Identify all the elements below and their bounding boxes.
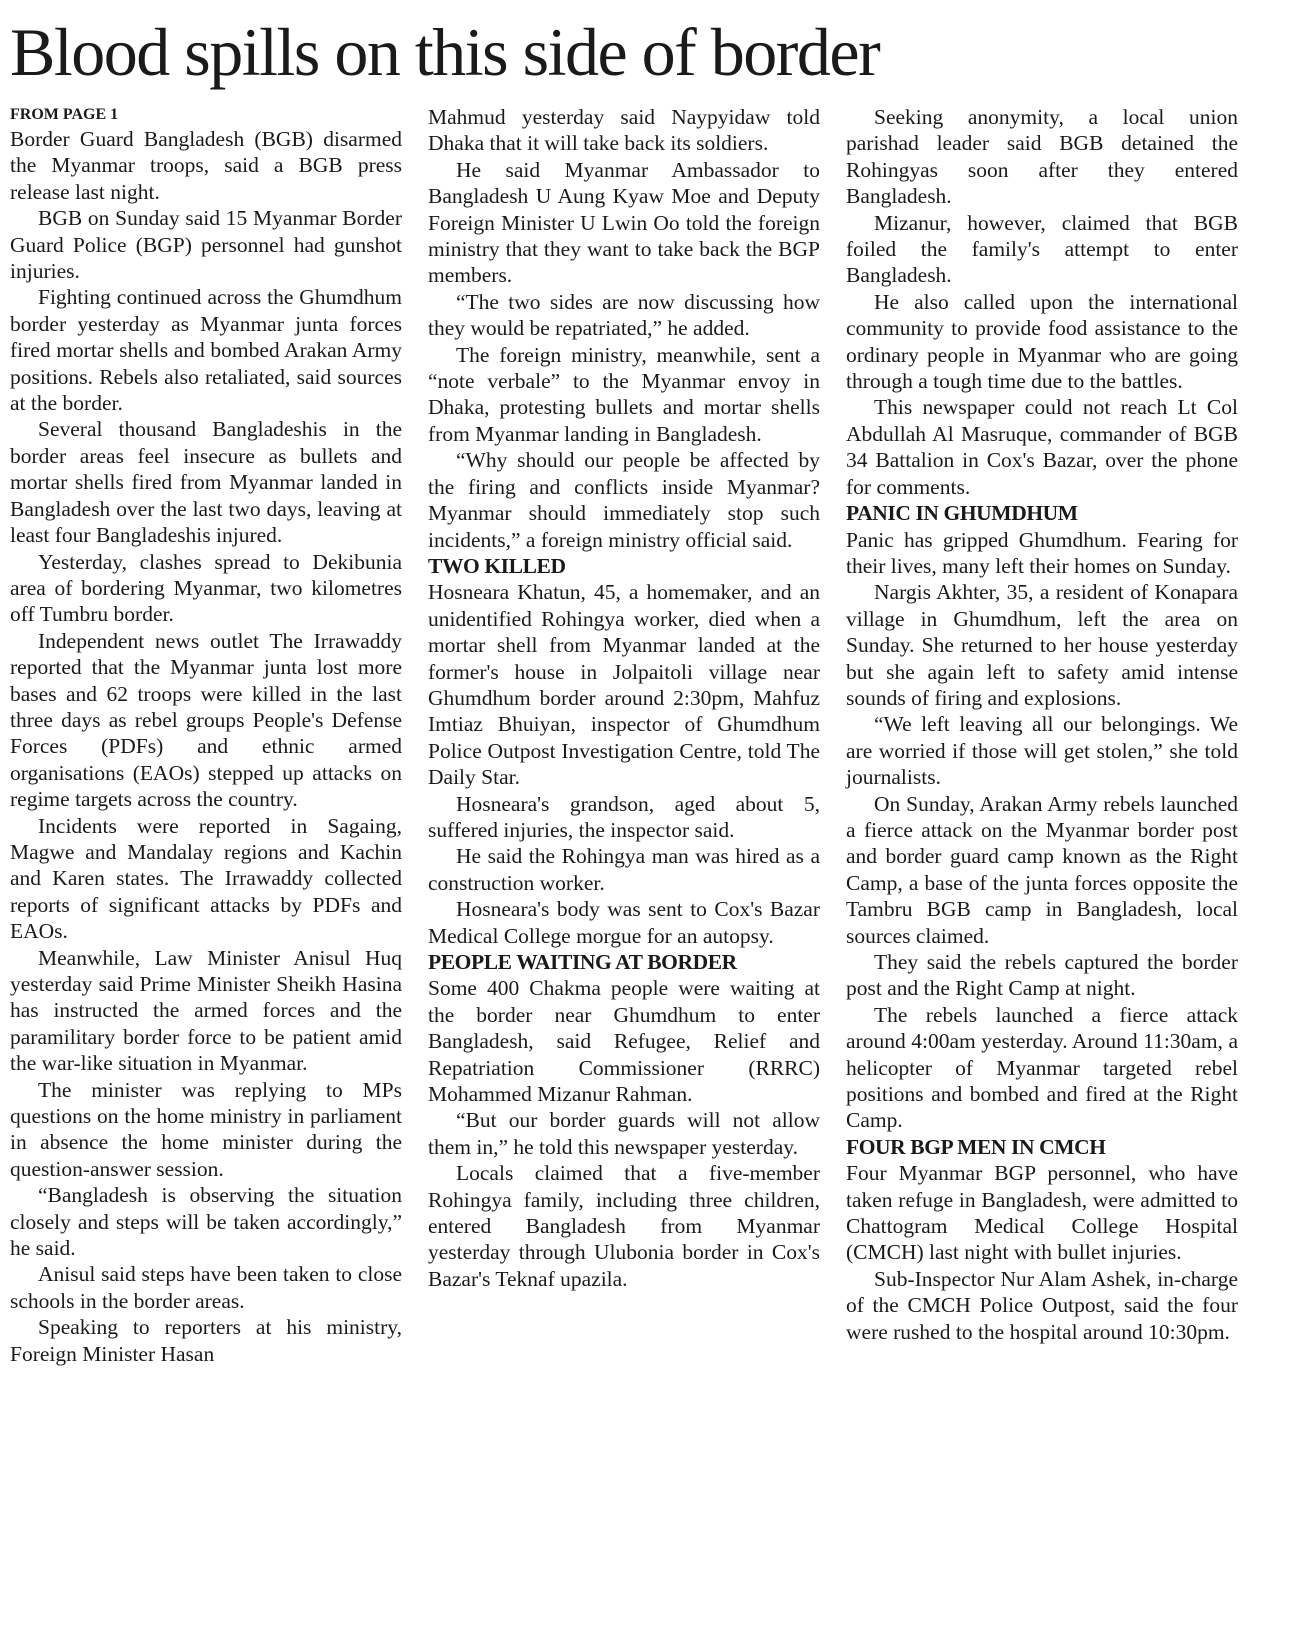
body-paragraph: Four Myanmar BGP personnel, who have taken refuge in Bangladesh, were admitted to Chattogram Medical College Hospital (CMCH) last night with bullet injuries.: [846, 1161, 1238, 1265]
body-paragraph: Independent news outlet The Irrawaddy reported that the Myanmar junta lost more bases and 62 troops were killed in the last three days as rebel groups People's Defense Forces (PDFs) and ethnic armed organisations (EAOs) stepped up attacks on regime targets across the country.: [10, 628, 402, 812]
section-subhead: TWO KILLED: [428, 553, 566, 578]
body-paragraph: Hosneara Khatun, 45, a homemaker, and an unidentified Rohingya worker, died when a mortar shell from Myanmar landed at the former's house in Jolpaitoli village near Ghumdhum border around 2:30pm, Mahfuz Imtiaz Bhuiyan, inspector of Ghumdhum Police Outpost Investigation Centre, told The Daily Star.: [428, 580, 820, 790]
body-paragraph: The foreign ministry, meanwhile, sent a “note verbale” to the Myanmar envoy in Dhaka, protesting bullets and mortar shells from Myanmar landing in Bangladesh.: [428, 342, 820, 446]
column-body: [10, 126, 402, 1367]
body-paragraph: Hosneara's body was sent to Cox's Bazar Medical College morgue for an autopsy.: [428, 897, 820, 948]
body-paragraph: “We left leaving all our belongings. We are worried if those will get stolen,” she told journalists.: [846, 712, 1238, 790]
column-body: [846, 104, 1238, 1345]
body-paragraph: Yesterday, clashes spread to Dekibunia area of bordering Myanmar, two kilometres off Tumbru border.: [10, 549, 402, 627]
body-paragraph: “The two sides are now discussing how they would be repatriated,” he added.: [428, 289, 820, 341]
body-paragraph: Seeking anonymity, a local union parishad leader said BGB detained the Rohingyas soon after they entered Bangladesh.: [846, 105, 1238, 209]
headline: Blood spills on this side of border: [10, 14, 880, 90]
body-paragraph: Mizanur, however, claimed that BGB foiled the family's attempt to enter Bangladesh.: [846, 210, 1238, 288]
body-paragraph: “But our border guards will not allow them in,” he told this newspaper yesterday.: [428, 1108, 820, 1159]
article-column-1: [10, 104, 402, 1367]
kicker-from-page: FROM PAGE 1: [10, 106, 119, 123]
column-body: [428, 104, 820, 1292]
body-paragraph: He said the Rohingya man was hired as a construction worker.: [428, 844, 820, 895]
body-paragraph: Border Guard Bangladesh (BGB) disarmed the Myanmar troops, said a BGB press release last night.: [10, 127, 402, 204]
body-paragraph: On Sunday, Arakan Army rebels launched a fierce attack on the Myanmar border post and border guard camp known as the Right Camp, a base of the junta forces opposite the Tambru BGB camp in Bangladesh, local sources claimed.: [846, 791, 1238, 948]
body-paragraph: “Bangladesh is observing the situation closely and steps will be taken accordingly,” he said.: [10, 1183, 402, 1261]
body-paragraph: Some 400 Chakma people were waiting at the border near Ghumdhum to enter Bangladesh, said Refugee, Relief and Repatriation Commissioner (RRRC) Mohammed Mizanur Rahman.: [428, 976, 820, 1107]
article-column-2: [428, 104, 820, 1292]
body-paragraph: The rebels launched a fierce attack around 4:00am yesterday. Around 11:30am, a helicopter of Myanmar targeted rebel positions and bombed and fired at the Right Camp.: [846, 1002, 1238, 1133]
body-paragraph: They said the rebels captured the border post and the Right Camp at night.: [846, 950, 1238, 1001]
article-column-3: [846, 104, 1238, 1345]
section-subhead: FOUR BGP MEN IN CMCH: [846, 1134, 1106, 1159]
body-paragraph: He said Myanmar Ambassador to Bangladesh U Aung Kyaw Moe and Deputy Foreign Minister U Lwin Oo told the foreign ministry that they want to take back the BGP members.: [428, 157, 820, 288]
body-paragraph: Mahmud yesterday said Naypyidaw told Dhaka that it will take back its soldiers.: [428, 105, 820, 156]
body-paragraph: Nargis Akhter, 35, a resident of Konapara village in Ghumdhum, left the area on Sunday. She returned to her house yesterday but she again left to safety amid intense sounds of firing and explosions.: [846, 580, 1238, 710]
body-paragraph: Several thousand Bangladeshis in the border areas feel insecure as bullets and mortar shells fired from Myanmar landed in Bangladesh over the last two days, leaving at least four Bangladeshis injured.: [10, 417, 402, 548]
body-paragraph: Panic has gripped Ghumdhum. Fearing for their lives, many left their homes on Sunday.: [846, 527, 1238, 578]
body-paragraph: This newspaper could not reach Lt Col Abdullah Al Masruque, commander of BGB 34 Battalion in Cox's Bazar, over the phone for comments.: [846, 395, 1238, 499]
body-paragraph: Fighting continued across the Ghumdhum border yesterday as Myanmar junta forces fired mortar shells and bombed Arakan Army positions. Rebels also retaliated, said sources at the border.: [10, 285, 402, 416]
body-paragraph: BGB on Sunday said 15 Myanmar Border Guard Police (BGP) personnel had gunshot injuries.: [10, 206, 402, 284]
body-paragraph: Locals claimed that a five-member Rohingya family, including three children, entered Bangladesh from Myanmar yesterday through Ulubonia border in Cox's Bazar's Teknaf upazila.: [428, 1161, 820, 1291]
body-paragraph: Meanwhile, Law Minister Anisul Huq yesterday said Prime Minister Sheikh Hasina has instructed the armed forces and the paramilitary border force to be patient amid the war-like situation in Myanmar.: [10, 945, 402, 1076]
body-paragraph: Incidents were reported in Sagaing, Magwe and Mandalay regions and Kachin and Karen states. The Irrawaddy collected reports of significant attacks by PDFs and EAOs.: [10, 813, 402, 944]
body-paragraph: He also called upon the international community to provide food assistance to the ordinary people in Myanmar who are going through a tough time due to the battles.: [846, 289, 1238, 394]
body-paragraph: Anisul said steps have been taken to close schools in the border areas.: [10, 1262, 402, 1313]
body-paragraph: “Why should our people be affected by the firing and conflicts inside Myanmar? Myanmar should immediately stop such incidents,” a foreign ministry official said.: [428, 448, 820, 552]
body-paragraph: Hosneara's grandson, aged about 5, suffered injuries, the inspector said.: [428, 791, 820, 842]
body-paragraph: The minister was replying to MPs questions on the home ministry in parliament in absence the home minister during the question-answer session.: [10, 1077, 402, 1181]
section-subhead: PANIC IN GHUMDHUM: [846, 501, 1078, 526]
body-paragraph: Sub-Inspector Nur Alam Ashek, in-charge of the CMCH Police Outpost, said the four were rushed to the hospital around 10:30pm.: [846, 1266, 1238, 1344]
body-paragraph: Speaking to reporters at his ministry, Foreign Minister Hasan: [10, 1315, 402, 1366]
section-subhead: PEOPLE WAITING AT BORDER: [428, 950, 737, 974]
